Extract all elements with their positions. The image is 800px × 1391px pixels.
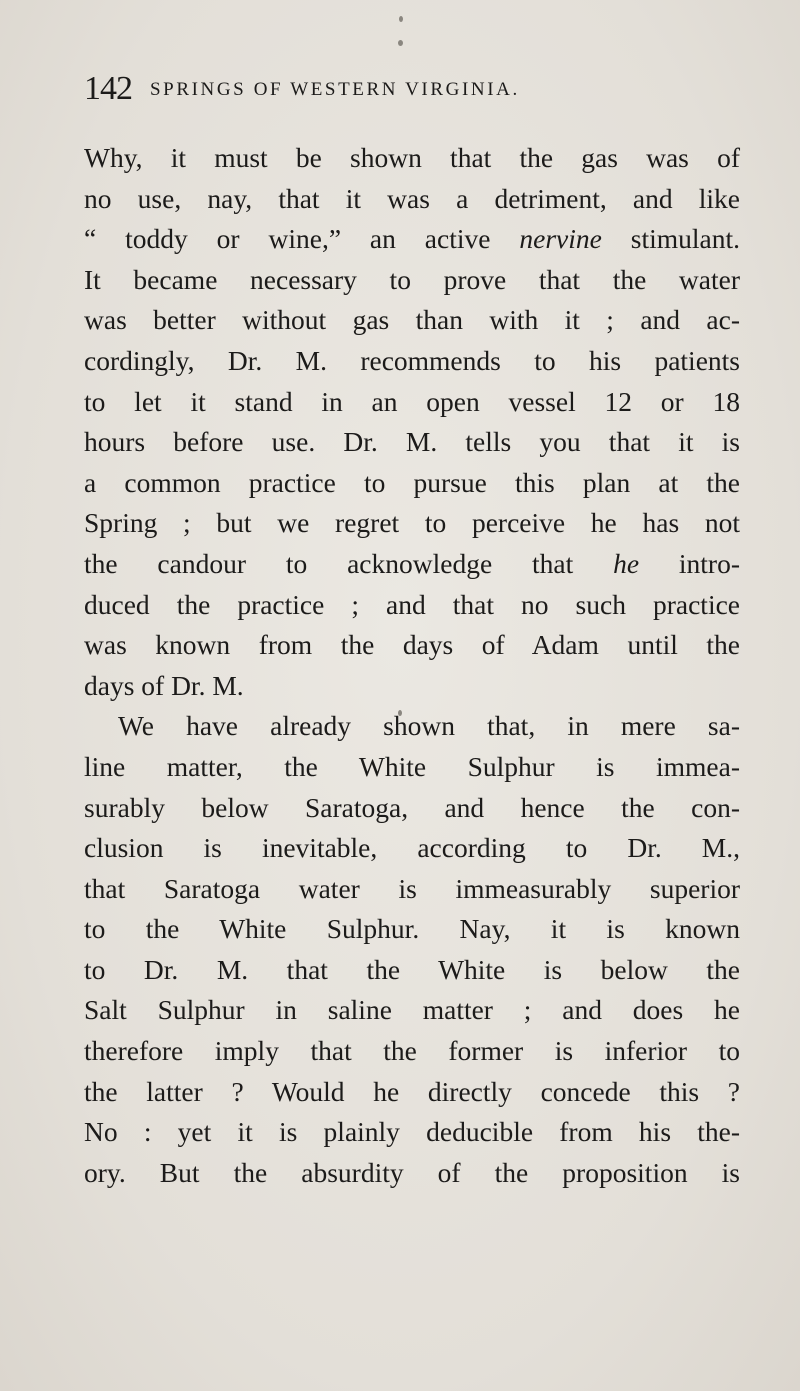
text-line (84, 219, 740, 260)
text-segment: was better without gas than with it ; and ac- (84, 304, 740, 336)
running-head: SPRINGS OF WESTERN VIRGINIA. (150, 79, 520, 100)
italic-text: he (613, 547, 640, 579)
text-segment: to Dr. M. that the White is below the (84, 953, 740, 985)
text-line (84, 179, 740, 220)
text-segment: days of Dr. M. (84, 669, 244, 701)
text-line (84, 1072, 740, 1113)
text-line (84, 625, 740, 666)
body-text (84, 138, 740, 1193)
text-segment: ory. But the absurdity of the proposition is (84, 1156, 740, 1188)
text-line (84, 666, 740, 707)
text-segment: was known from the days of Adam until the (84, 629, 740, 661)
text-line (84, 138, 740, 179)
text-line (84, 463, 740, 504)
text-line (84, 950, 740, 991)
text-segment: clusion is inevitable, according to Dr. M., (84, 832, 740, 864)
text-segment: a common practice to pursue this plan at the (84, 466, 740, 498)
text-segment: hours before use. Dr. M. tells you that it is (84, 426, 740, 458)
text-segment: Salt Sulphur in saline matter ; and does he (84, 994, 740, 1026)
text-line (84, 544, 740, 585)
text-line (84, 260, 740, 301)
text-segment: stimulant. (601, 223, 740, 255)
text-segment: line matter, the White Sulphur is immea- (84, 750, 740, 782)
text-segment: Spring ; but we regret to perceive he has not (84, 507, 740, 539)
text-line (84, 869, 740, 910)
text-line (84, 828, 740, 869)
text-segment: We have already shown that, in mere sa- (118, 710, 740, 742)
text-line (84, 300, 740, 341)
text-line (84, 990, 740, 1031)
page-header (84, 70, 724, 120)
text-line (84, 1112, 740, 1153)
text-line (84, 503, 740, 544)
text-segment: to the White Sulphur. Nay, it is known (84, 913, 740, 945)
text-segment: the latter ? Would he directly concede this ? (84, 1075, 740, 1107)
text-line (84, 382, 740, 423)
text-line (84, 1153, 740, 1194)
text-segment: Why, it must be shown that the gas was of (84, 142, 740, 173)
text-line (84, 747, 740, 788)
text-line (84, 1031, 740, 1072)
text-segment: “ toddy or wine,” an active (84, 223, 520, 255)
text-segment: intro- (639, 547, 740, 579)
text-segment: therefore imply that the former is inferior to (84, 1035, 740, 1067)
text-line (84, 788, 740, 829)
text-line (84, 341, 740, 382)
page-number: 142 (84, 70, 132, 107)
text-line (84, 585, 740, 626)
printing-speck (398, 40, 403, 46)
text-line (84, 909, 740, 950)
text-segment: surably below Saratoga, and hence the con- (84, 791, 740, 823)
text-segment: No : yet it is plainly deducible from his the- (84, 1116, 740, 1148)
text-segment: It became necessary to prove that the water (84, 263, 740, 295)
printing-speck (399, 16, 403, 22)
italic-text: nervine (519, 223, 602, 255)
text-segment: duced the practice ; and that no such practice (84, 588, 740, 620)
text-segment: cordingly, Dr. M. recommends to his patients (84, 344, 740, 376)
text-segment: no use, nay, that it was a detriment, and like (84, 182, 740, 214)
text-segment: that Saratoga water is immeasurably superior (84, 872, 740, 904)
text-segment: the candour to acknowledge that (84, 547, 614, 579)
text-line (84, 422, 740, 463)
text-segment: to let it stand in an open vessel 12 or 18 (84, 385, 740, 417)
text-line (84, 706, 740, 747)
